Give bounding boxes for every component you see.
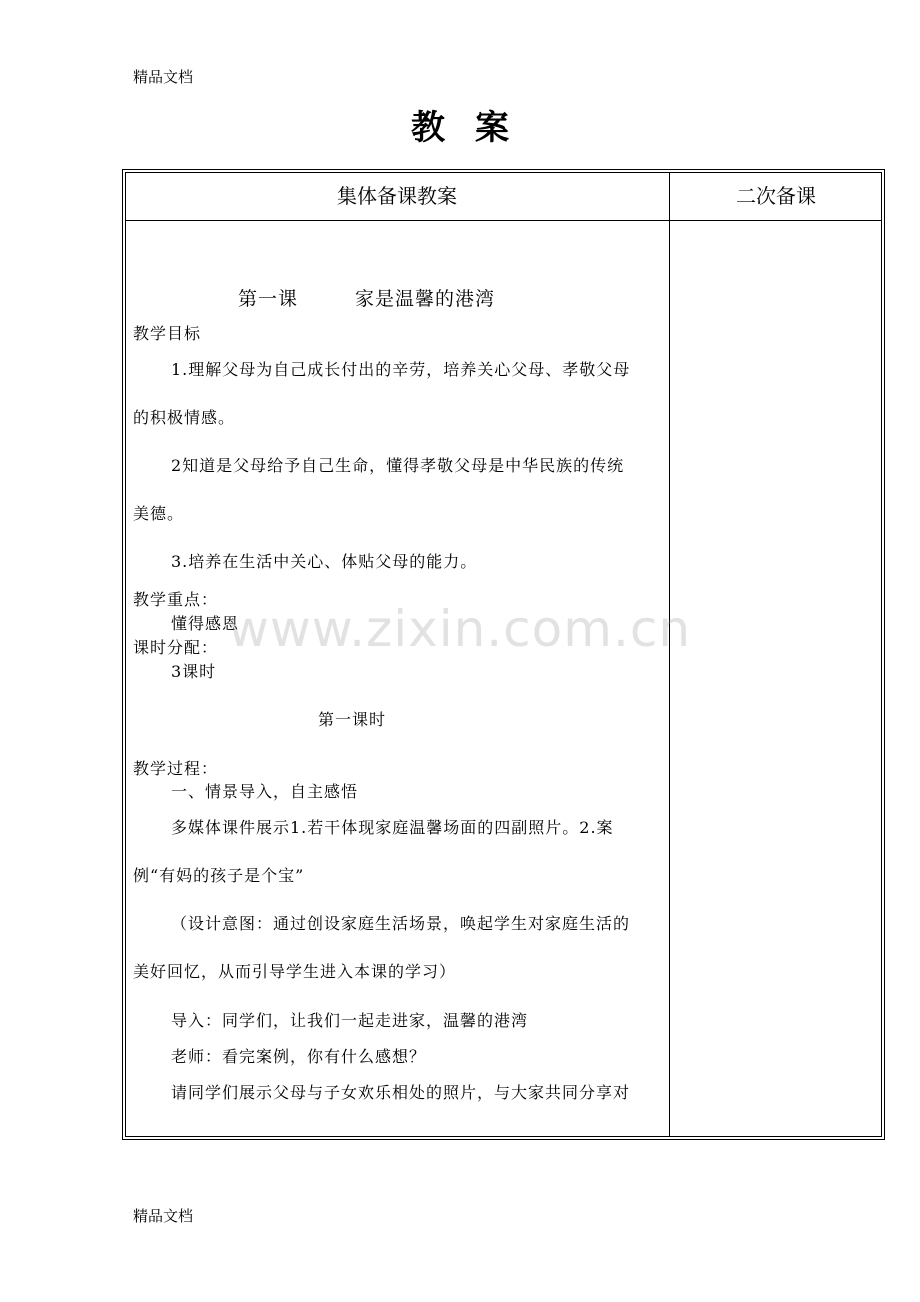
lesson-name: 家是温馨的港湾 bbox=[355, 288, 496, 310]
periods-value: 3课时 bbox=[171, 662, 217, 681]
footer-note: 精品文档 bbox=[133, 1207, 194, 1225]
process-label: 教学过程： bbox=[133, 759, 219, 778]
objectives-label: 教学目标 bbox=[133, 324, 202, 343]
teacher-line: 老师：看完案例，你有什么感想？ bbox=[171, 1047, 427, 1066]
lesson-label: 第一课 bbox=[238, 288, 299, 310]
main-column-header: 集体备课教案 bbox=[337, 184, 457, 208]
objective-2-line-2: 美德。 bbox=[133, 504, 185, 523]
header-row-divider bbox=[125, 220, 882, 221]
intro-line: 导入：同学们，让我们一起走进家，温馨的港湾 bbox=[171, 1011, 529, 1030]
objective-3: 3.培养在生活中关心、体贴父母的能力。 bbox=[171, 552, 478, 571]
objective-2-line-1: 2知道是父母给予自己生命，懂得孝敬父母是中华民族的传统 bbox=[171, 456, 625, 475]
watermark: www.zixin.com.cn bbox=[228, 600, 692, 658]
objective-1-line-2: 的积极情感。 bbox=[133, 408, 236, 427]
period-title: 第一课时 bbox=[318, 710, 387, 729]
design-intent-line-2: 美好回忆，从而引导学生进入本课的学习） bbox=[133, 962, 457, 981]
periods-label: 课时分配： bbox=[133, 638, 219, 657]
document-title: 教案 bbox=[411, 108, 539, 148]
header-note: 精品文档 bbox=[133, 68, 194, 86]
step-1-paragraph-line-1: 多媒体课件展示1.若干体现家庭温馨场面的四副照片。2.案 bbox=[171, 818, 614, 837]
objective-1-line-1: 1.理解父母为自己成长付出的辛劳，培养关心父母、孝敬父母 bbox=[171, 360, 631, 379]
design-intent-line-1: （设计意图：通过创设家庭生活场景，唤起学生对家庭生活的 bbox=[171, 914, 631, 933]
activity-line: 请同学们展示父母与子女欢乐相处的照片，与大家共同分享对 bbox=[171, 1083, 631, 1102]
side-column-header: 二次备课 bbox=[736, 184, 816, 208]
key-points-label: 教学重点： bbox=[133, 590, 219, 609]
step-1-paragraph-line-2: 例“有妈的孩子是个宝” bbox=[133, 866, 305, 885]
step-1-heading: 一、情景导入，自主感悟 bbox=[171, 782, 359, 801]
key-points: 懂得感恩 bbox=[171, 614, 240, 633]
